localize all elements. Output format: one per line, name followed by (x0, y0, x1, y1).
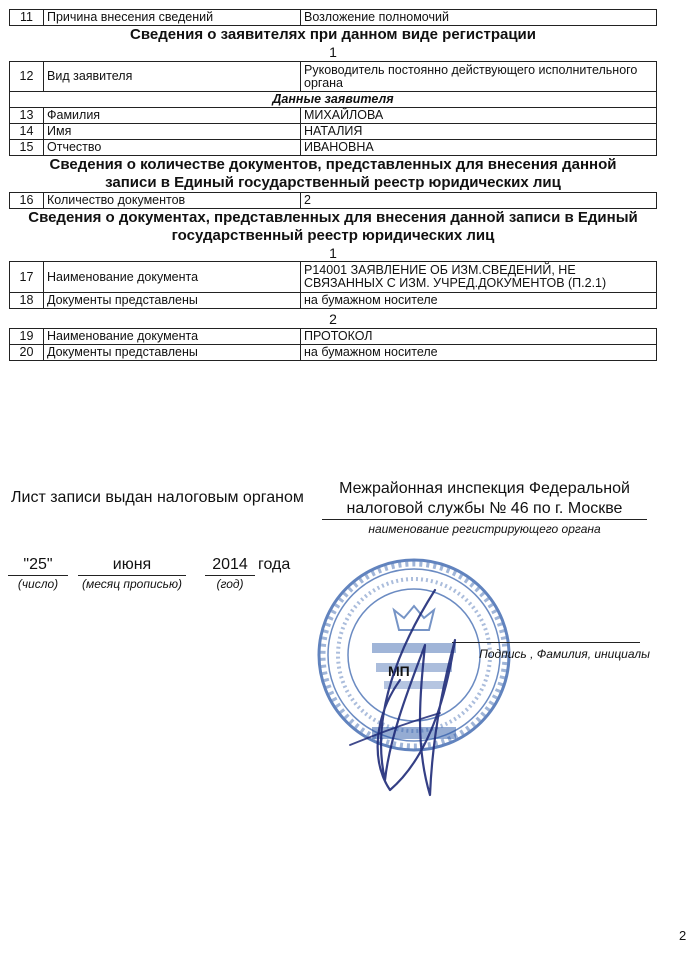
section-title-docs-line2: государственный реестр юридических лиц (171, 227, 495, 244)
field-label: Документы представлены (44, 293, 301, 309)
table-row (10, 62, 657, 92)
document-index-2: 2 (329, 311, 337, 327)
applicant-data-subheading: Данные заявителя (10, 92, 657, 108)
section-title-applicants: Сведения о заявителях при данном виде регистрации (130, 26, 536, 43)
table-document-2 (9, 328, 657, 361)
field-value: 2 (301, 193, 657, 209)
date-month-underline (78, 575, 186, 576)
table-reason (9, 9, 657, 26)
row-number: 15 (10, 140, 44, 156)
page-number: 2 (679, 928, 687, 943)
field-label: Количество документов (44, 193, 301, 209)
field-label: Имя (44, 124, 301, 140)
date-year-caption: (год) (216, 577, 244, 591)
date-day-caption: (число) (17, 577, 59, 591)
document-index-1: 1 (329, 245, 337, 261)
field-label: Документы представлены (44, 345, 301, 361)
row-number: 17 (10, 262, 44, 293)
date-year: 2014 (212, 556, 248, 573)
row-number: 13 (10, 108, 44, 124)
table-row (10, 108, 657, 124)
applicant-index: 1 (329, 44, 337, 60)
authority-name-line2: налоговой службы № 46 по г. Москве (346, 500, 623, 517)
field-label: Причина внесения сведений (44, 10, 301, 26)
date-year-word: года (258, 556, 291, 573)
field-label: Вид заявителя (44, 62, 301, 92)
stamp-place-label: МП (388, 663, 410, 679)
table-row (10, 124, 657, 140)
table-row (10, 262, 657, 293)
table-applicant (9, 61, 657, 156)
date-month-caption: (месяц прописью) (82, 577, 182, 591)
table-row (10, 345, 657, 361)
row-number: 20 (10, 345, 44, 361)
row-number: 19 (10, 329, 44, 345)
field-value: МИХАЙЛОВА (301, 108, 657, 124)
field-value: на бумажном носителе (301, 345, 657, 361)
date-day: "25" (23, 556, 53, 573)
row-number: 16 (10, 193, 44, 209)
authority-caption: наименование регистрирующего органа (368, 522, 601, 536)
field-label: Наименование документа (44, 329, 301, 345)
field-value: Р14001 ЗАЯВЛЕНИЕ ОБ ИЗМ.СВЕДЕНИЙ, НЕ СВЯЗАННЫХ С ИЗМ. УЧРЕД.ДОКУМЕНТОВ (П.2.1) (301, 262, 657, 293)
table-row (10, 140, 657, 156)
signature-caption: Подпись , Фамилия, инициалы (479, 647, 650, 661)
field-value: Руководитель постоянно действующего исполнительного органа (301, 62, 657, 92)
authority-underline (322, 519, 647, 520)
authority-name (322, 479, 647, 519)
row-number: 18 (10, 293, 44, 309)
table-row (10, 10, 657, 26)
field-value: ИВАНОВНА (301, 140, 657, 156)
field-value: Возложение полномочий (301, 10, 657, 26)
row-number: 11 (10, 10, 44, 26)
date-day-underline (8, 575, 68, 576)
signature-line (452, 642, 640, 643)
field-value: ПРОТОКОЛ (301, 329, 657, 345)
row-number: 14 (10, 124, 44, 140)
field-value: НАТАЛИЯ (301, 124, 657, 140)
table-doc-count (9, 192, 657, 209)
row-number: 12 (10, 62, 44, 92)
date-year-underline (205, 575, 255, 576)
field-label: Фамилия (44, 108, 301, 124)
table-row (10, 193, 657, 209)
table-row (10, 293, 657, 309)
field-value: на бумажном носителе (301, 293, 657, 309)
date-month: июня (112, 556, 152, 573)
issued-by-label: Лист записи выдан налоговым органом (11, 489, 304, 506)
authority-name-line1: Межрайонная инспекция Федеральной (339, 480, 630, 497)
section-title-doc-count-line2: записи в Единый государственный реестр юридических лиц (105, 174, 561, 191)
handwritten-signature (330, 585, 470, 800)
table-row (10, 92, 657, 108)
field-label: Отчество (44, 140, 301, 156)
section-title-docs-line1: Сведения о документах, представленных для внесения данной записи в Единый (28, 209, 638, 226)
table-row (10, 329, 657, 345)
section-title-doc-count-line1: Сведения о количестве документов, представленных для внесения данной (49, 156, 617, 173)
field-label: Наименование документа (44, 262, 301, 293)
table-document-1 (9, 261, 657, 309)
